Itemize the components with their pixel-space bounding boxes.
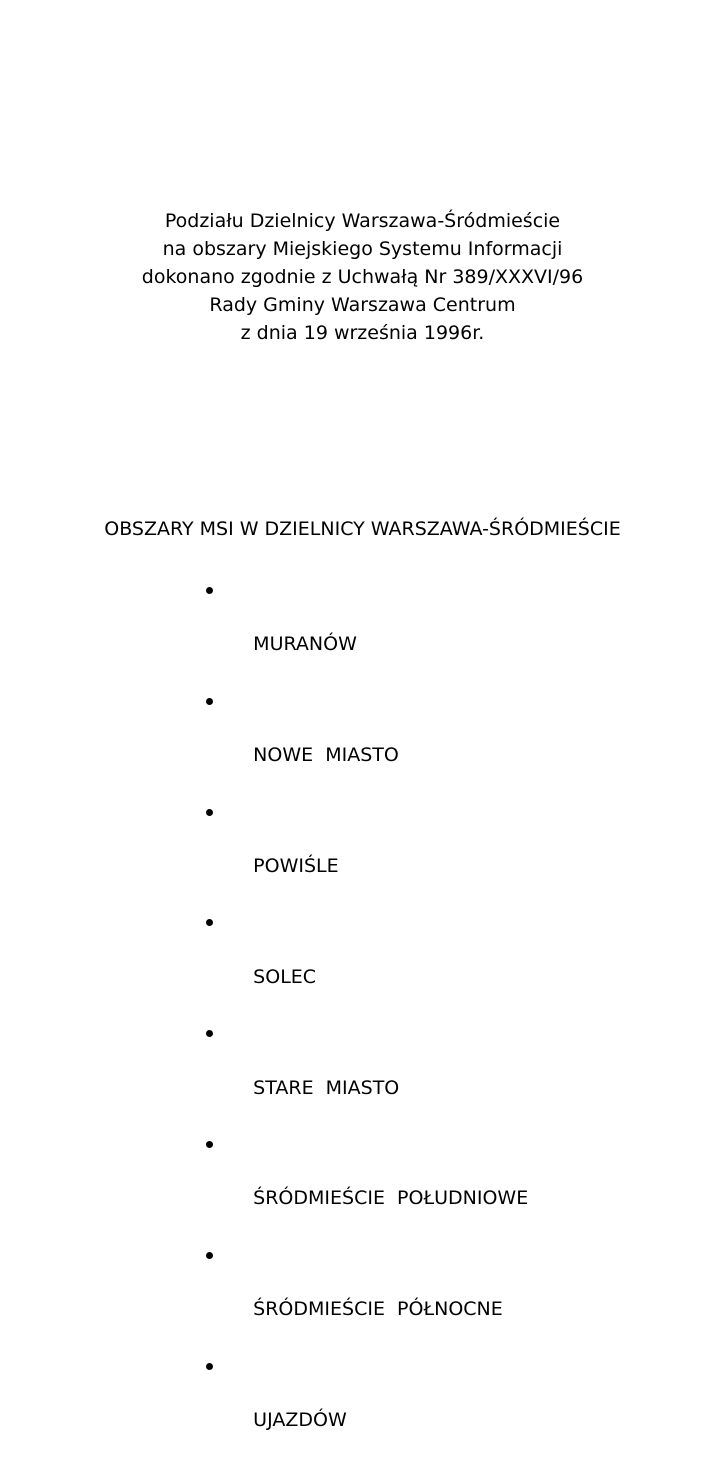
list-item (204, 908, 528, 1019)
intro-line: na obszary Miejskiego Systemu Informacji (162, 238, 563, 260)
bullet-icon (206, 809, 213, 816)
area-name: POWIŚLE (253, 855, 339, 878)
list-item (204, 687, 528, 798)
bullet-icon (206, 919, 213, 926)
intro-line: Podziału Dzielnicy Warszawa-Śródmieście (164, 210, 561, 232)
list-item (204, 1241, 528, 1352)
area-name: NOWE MIASTO (253, 744, 399, 767)
area-name: SOLEC (253, 965, 317, 988)
intro-line: Rady Gminy Warszawa Centrum (209, 294, 516, 316)
bullet-icon (206, 1252, 213, 1259)
list-item (204, 576, 528, 687)
list-item (204, 1130, 528, 1241)
intro-paragraph (0, 207, 725, 347)
list-item (204, 1352, 528, 1463)
areas-heading: OBSZARY MSI W DZIELNICY WARSZAWA-ŚRÓDMIEŚCIE (104, 518, 621, 540)
area-name: ŚRÓDMIEŚCIE POŁUDNIOWE (253, 1187, 529, 1210)
intro-line: z dnia 19 września 1996r. (240, 322, 485, 344)
area-name: UJAZDÓW (253, 1409, 347, 1432)
areas-list (204, 576, 528, 1463)
bullet-icon (206, 1141, 213, 1148)
area-name: ŚRÓDMIEŚCIE PÓŁNOCNE (253, 1298, 503, 1321)
bullet-icon (206, 587, 213, 594)
intro-line: dokonano zgodnie z Uchwałą Nr 389/XXXVI/96 (141, 266, 584, 288)
area-name: STARE MIASTO (253, 1076, 400, 1099)
list-item (204, 798, 528, 909)
list-item (204, 1019, 528, 1130)
bullet-icon (206, 1030, 213, 1037)
bullet-icon (206, 698, 213, 705)
bullet-icon (206, 1363, 213, 1370)
area-name: MURANÓW (253, 633, 357, 656)
